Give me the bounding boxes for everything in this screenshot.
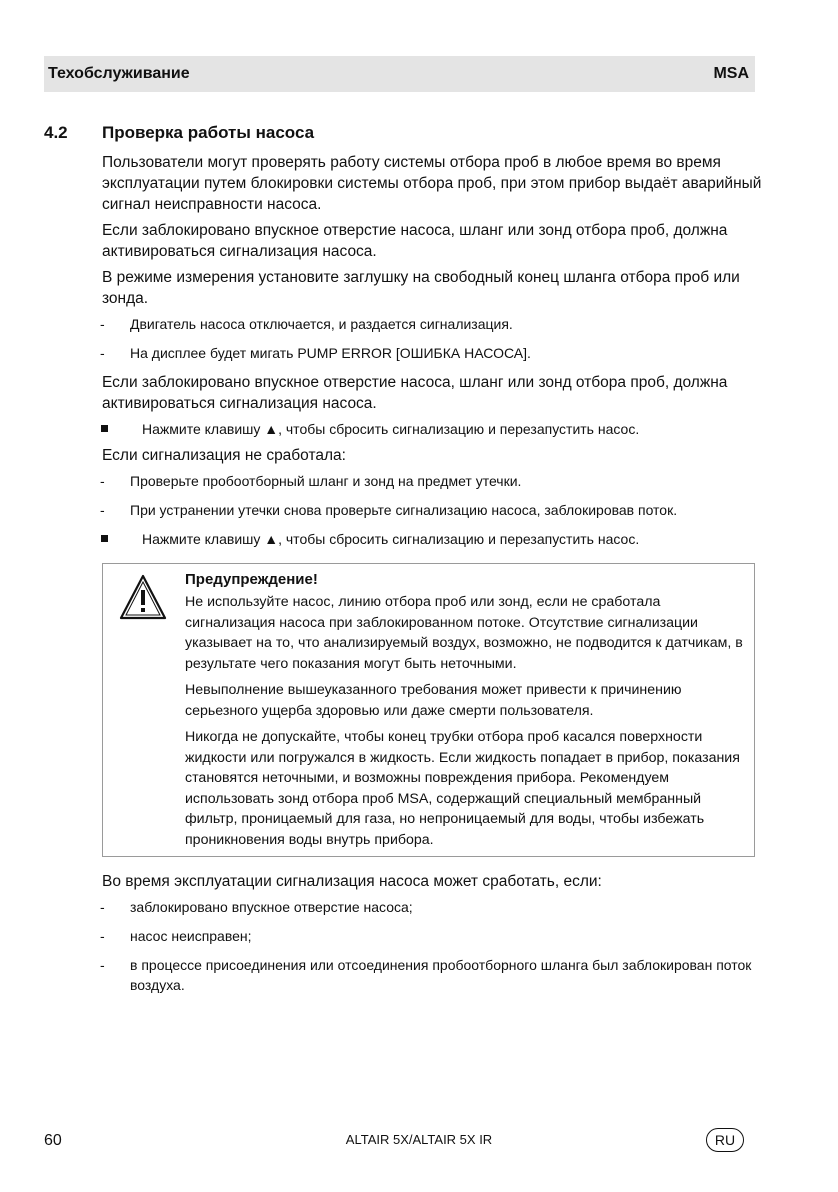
paragraph: В режиме измерения установите заглушку на свободный конец шланга отбора проб или зонда. bbox=[102, 269, 740, 307]
action-step-text: Нажмите клавишу ▲, чтобы сбросить сигнализацию и перезапустить насос. bbox=[142, 421, 640, 437]
square-bullet-icon bbox=[101, 535, 108, 542]
dash-bullet: - bbox=[100, 928, 105, 944]
list-item-text: насос неисправен; bbox=[130, 928, 252, 944]
warning-triangle-icon bbox=[119, 574, 167, 620]
list-item-text: На дисплее будет мигать PUMP ERROR [ОШИБКА НАСОСА]. bbox=[130, 345, 531, 361]
dash-bullet: - bbox=[100, 473, 105, 489]
list-item bbox=[102, 343, 762, 363]
footer-model-name: ALTAIR 5X/ALTAIR 5X IR bbox=[345, 1132, 493, 1147]
list-item-text: Двигатель насоса отключается, и раздается сигнализация. bbox=[130, 316, 513, 332]
section-title: Проверка работы насоса bbox=[102, 123, 315, 142]
action-step bbox=[102, 419, 762, 439]
warning-paragraph: Невыполнение вышеуказанного требования может привести к причинению серьезного ущерба здоровью или даже смерти пользователя. bbox=[185, 682, 682, 719]
dash-bullet: - bbox=[100, 502, 105, 518]
list-item bbox=[102, 926, 762, 946]
list-item bbox=[102, 500, 762, 520]
action-step-text: Нажмите клавишу ▲, чтобы сбросить сигнализацию и перезапустить насос. bbox=[142, 531, 640, 547]
paragraph: Если сигнализация не сработала: bbox=[102, 447, 346, 464]
list-item bbox=[102, 955, 762, 995]
dash-bullet: - bbox=[100, 345, 105, 361]
paragraph: Во время эксплуатации сигнализация насоса может сработать, если: bbox=[102, 873, 602, 890]
list-item-text: При устранении утечки снова проверьте сигнализацию насоса, заблокировав поток. bbox=[130, 502, 678, 518]
list-item-text: Проверьте пробоотборный шланг и зонд на предмет утечки. bbox=[130, 473, 522, 489]
list-item bbox=[102, 314, 762, 334]
page-number: 60 bbox=[44, 1132, 62, 1149]
warning-paragraph: Не используйте насос, линию отбора проб или зонд, если не сработала сигнализация насоса при заблокированном потоке. Отсутствие сигнализации указывает на то, что анализируемый воздух, возможно, не подводится к датчикам, в результате чего показания могут быть неточными. bbox=[185, 594, 743, 672]
header-brand: MSA bbox=[713, 65, 749, 82]
warning-box bbox=[102, 563, 755, 857]
warning-title: Предупреждение! bbox=[185, 571, 318, 588]
paragraph: Пользователи могут проверять работу системы отбора проб в любое время во время эксплуатации путем блокировки системы отбора проб, при этом прибор выдаёт аварийный сигнал неисправности насоса. bbox=[102, 154, 762, 213]
dash-bullet: - bbox=[100, 316, 105, 332]
paragraph: Если заблокировано впускное отверстие насоса, шланг или зонд отбора проб, должна активироваться сигнализация насоса. bbox=[102, 222, 728, 260]
dash-bullet: - bbox=[100, 957, 105, 973]
section-number: 4.2 bbox=[44, 123, 68, 142]
running-header bbox=[44, 56, 755, 92]
list-item bbox=[102, 471, 762, 491]
section-body bbox=[102, 152, 762, 1004]
header-chapter: Техобслуживание bbox=[48, 65, 190, 82]
warning-paragraph: Никогда не допускайте, чтобы конец трубки отбора проб касался поверхности жидкости или погружался в жидкость. Если жидкость попадает в прибор, показания становятся неточными, и возможны повреждения прибора. Рекомендуем использовать зонд отбора проб MSA, содержащий специальный мембранный фильтр, проницаемый для газа, но непроницаемый для воды, чтобы избежать проникновения воды внутрь прибора. bbox=[185, 729, 740, 848]
language-badge: RU bbox=[706, 1128, 744, 1152]
list-item bbox=[102, 897, 762, 917]
dash-bullet: - bbox=[100, 899, 105, 915]
square-bullet-icon bbox=[101, 425, 108, 432]
action-step bbox=[102, 529, 762, 549]
paragraph: Если заблокировано впускное отверстие насоса, шланг или зонд отбора проб, должна активироваться сигнализация насоса. bbox=[102, 374, 728, 412]
list-item-text: заблокировано впускное отверстие насоса; bbox=[130, 899, 413, 915]
list-item-text: в процессе присоединения или отсоединения пробоотборного шланга был заблокирован поток воздуха. bbox=[130, 957, 752, 993]
